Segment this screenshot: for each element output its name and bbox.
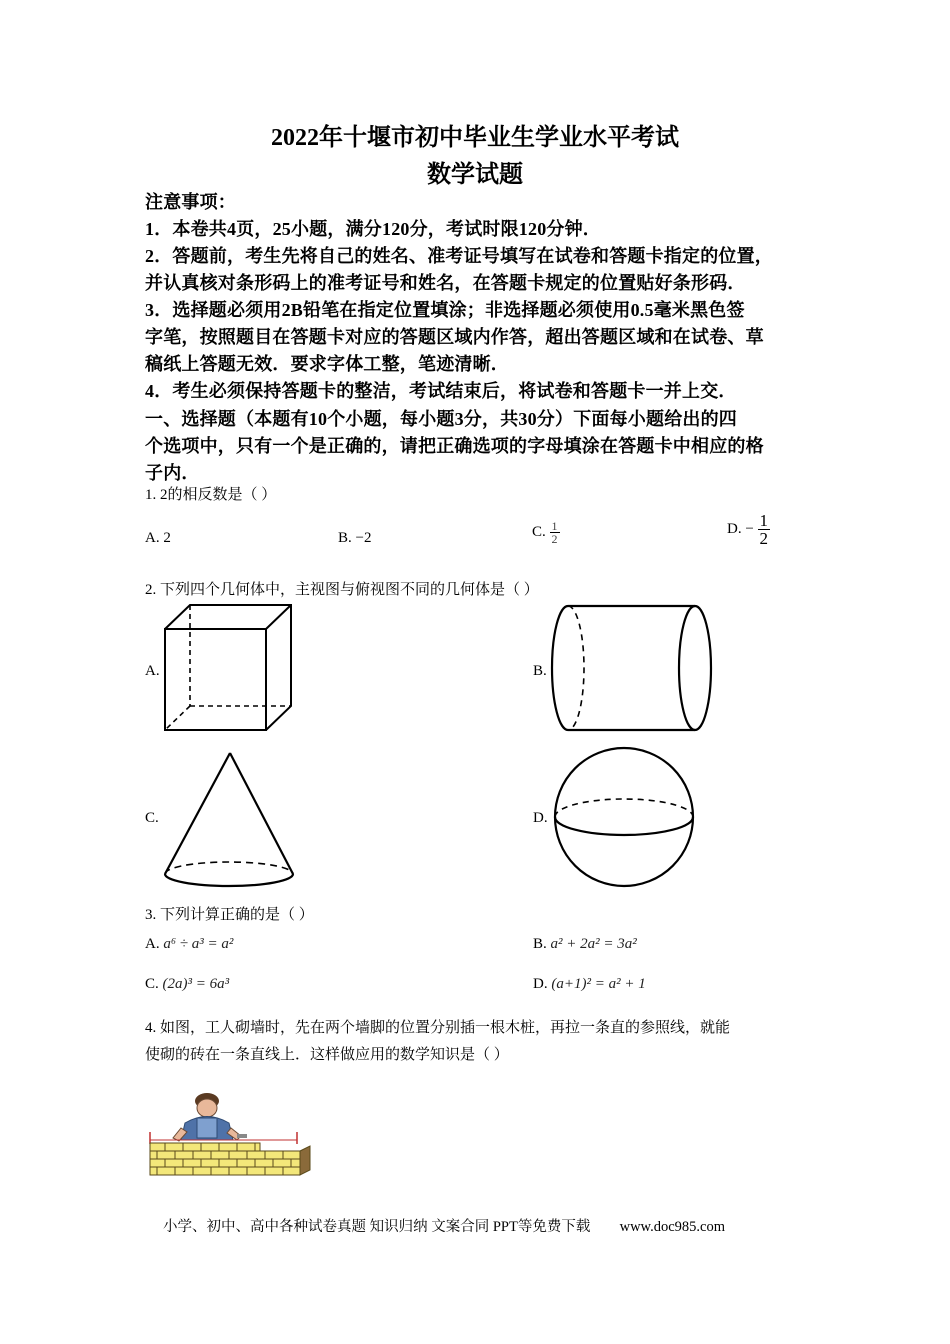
q1-option-c-label: C.: [532, 524, 546, 540]
cone-figure: [160, 750, 300, 890]
q2-option-c-label: C.: [145, 810, 159, 826]
q1-option-a: A. 2: [145, 530, 171, 546]
section-heading: 一、选择题（本题有10个小题，每小题3分，共30分）下面每小题给出的四: [145, 409, 737, 429]
q3-option-c-label: C.: [145, 976, 159, 992]
question-1-stem: 1. 2的相反数是（ ）: [145, 487, 277, 503]
q1-option-d-label: D. −: [727, 521, 754, 537]
q3-option-d-expr: (a+1)² = a² + 1: [551, 976, 646, 992]
q3-option-b: [533, 936, 637, 953]
fraction-numerator: 1: [759, 511, 769, 530]
q3-option-b-expr: a² + 2a² = 3a²: [550, 936, 637, 952]
notice-line: 字笔，按照题目在答题卡对应的答题区域内作答，超出答题区域和在试卷、草: [145, 327, 764, 347]
sphere-figure: [550, 746, 698, 888]
fraction-denominator: 2: [759, 529, 769, 548]
q3-option-a: [145, 936, 233, 953]
notice-line: 1．本卷共4页，25小题，满分120分，考试时限120分钟．: [145, 219, 601, 239]
notice-line: 稿纸上答题无效．要求字体工整，笔迹清晰．: [145, 354, 509, 374]
question-4-stem-cont: 使砌的砖在一条直线上．这样做应用的数学知识是（ ）: [145, 1047, 509, 1063]
q3-option-a-expr: a⁶ ÷ a³ = a²: [163, 936, 234, 952]
notice-line: 4．考生必须保持答题卡的整洁，考试结束后，将试卷和答题卡一并上交．: [145, 381, 737, 401]
q1-option-b: B. −2: [338, 530, 372, 546]
question-3-stem: 3. 下列计算正确的是（ ）: [145, 907, 314, 923]
page-footer: [163, 1215, 725, 1236]
question-4-stem: 4. 如图，工人砌墙时，先在两个墙脚的位置分别插一根木桩，再拉一条直的参照线，就能: [145, 1020, 731, 1036]
q2-option-a-label: A.: [145, 663, 160, 679]
q1-option-d: [727, 512, 770, 547]
section-text: 个选项中，只有一个是正确的，请把正确选项的字母填涂在答题卡中相应的格: [145, 436, 764, 456]
notice-line: 并认真核对条形码上的准考证号和姓名，在答题卡规定的位置贴好条形码．: [145, 273, 746, 293]
worker-figure: [173, 1093, 247, 1141]
cube-figure: [160, 602, 295, 734]
q2-option-d-label: D.: [533, 810, 548, 826]
fraction-numerator: 1: [551, 519, 558, 533]
cylinder-figure: [550, 603, 715, 733]
notice-heading: 注意事项：: [145, 192, 236, 212]
exam-title: 2022年十堰市初中毕业生学业水平考试: [271, 125, 679, 151]
q3-option-b-label: B.: [533, 936, 547, 952]
notice-line: 3．选择题必须用2B铅笔在指定位置填涂；非选择题必须使用0.5毫米黑色签: [145, 300, 745, 320]
q3-option-d: [533, 976, 646, 993]
section-text: 子内．: [145, 463, 200, 483]
notice-line: 2．答题前，考生先将自己的姓名、准考证号填写在试卷和答题卡指定的位置，: [145, 246, 773, 266]
q3-option-c: [145, 976, 229, 993]
q1-option-c: [532, 520, 560, 545]
fraction-denominator: 2: [551, 532, 558, 546]
footer-text: 小学、初中、高中各种试卷真题 知识归纳 文案合同 PPT等免费下载: [163, 1219, 591, 1235]
footer-url[interactable]: www.doc985.com: [619, 1219, 725, 1235]
fraction: [550, 520, 560, 545]
q3-option-d-label: D.: [533, 976, 548, 992]
question-2-stem: 2. 下列四个几何体中，主视图与俯视图不同的几何体是（ ）: [145, 582, 539, 598]
q2-option-b-label: B.: [533, 663, 547, 679]
fraction: [758, 512, 771, 547]
q3-option-a-label: A.: [145, 936, 160, 952]
worker-brick-wall-illustration: [145, 1088, 315, 1180]
q3-option-c-expr: (2a)³ = 6a³: [162, 976, 230, 992]
exam-subtitle: 数学试题: [427, 162, 523, 188]
